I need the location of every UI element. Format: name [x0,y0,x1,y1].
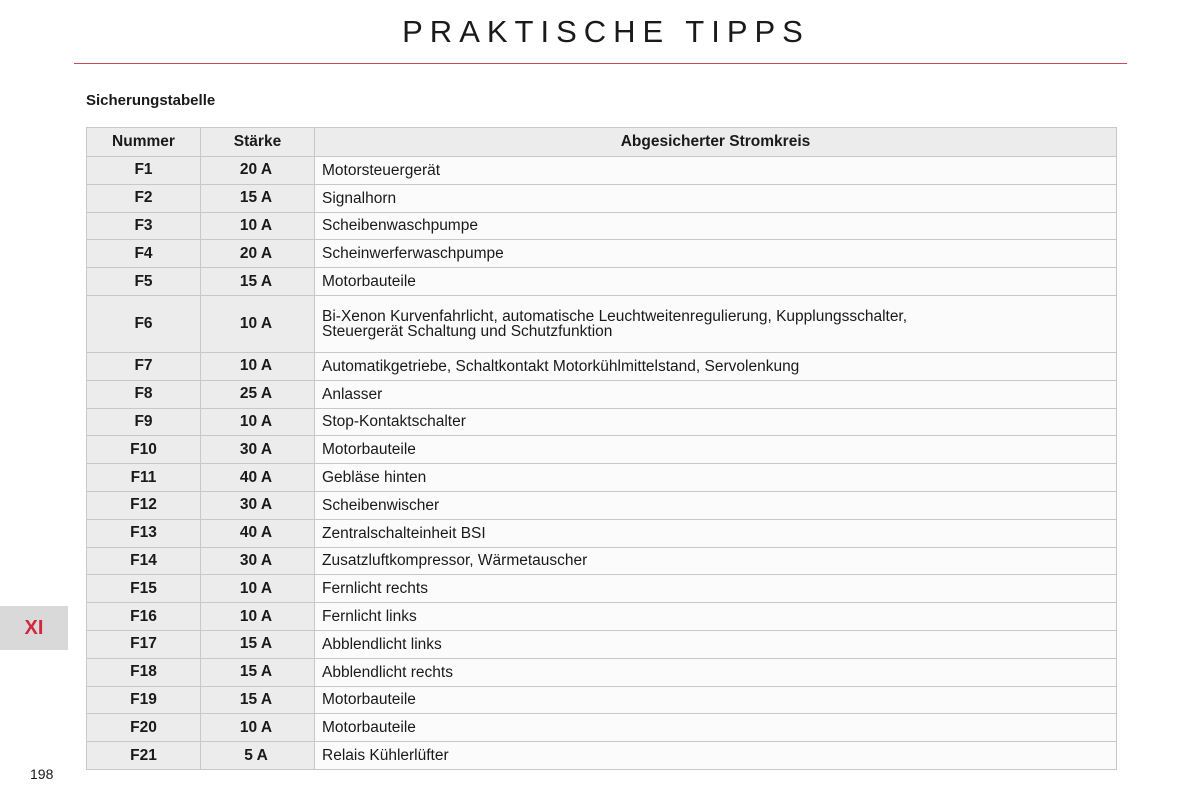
fuse-circuit: Fernlicht links [315,603,1117,631]
fuse-number: F2 [87,184,201,212]
fuse-number: F16 [87,603,201,631]
fuse-circuit-line-1: Bi-Xenon Kurvenfahrlicht, automatische Leuchtweitenregulierung, Kupplungsschalter, [322,307,908,325]
fuse-number: F7 [87,352,201,380]
table-row [87,686,1117,714]
table-row [87,547,1117,575]
fuse-rating: 15 A [201,184,315,212]
fuse-number: F8 [87,380,201,408]
fuse-circuit: Anlasser [315,380,1117,408]
fuse-number: F12 [87,491,201,519]
fuse-rating: 5 A [201,742,315,770]
fuse-rating: 10 A [201,295,315,352]
fuse-number: F15 [87,575,201,603]
table-row [87,464,1117,492]
table-row [87,295,1117,352]
fuse-rating: 40 A [201,464,315,492]
fuse-rating: 15 A [201,686,315,714]
header-divider [74,63,1127,64]
fuse-circuit: Motorbauteile [315,686,1117,714]
fuse-number: F19 [87,686,201,714]
table-row [87,408,1117,436]
chapter-tab [0,606,68,650]
fuse-circuit: Scheibenwaschpumpe [315,212,1117,240]
table-header-row [87,128,1117,157]
table-row [87,630,1117,658]
column-header-stromkreis: Abgesicherter Stromkreis [315,128,1117,157]
fuse-circuit: Fernlicht rechts [315,575,1117,603]
fuse-rating: 20 A [201,157,315,185]
fuse-rating: 15 A [201,630,315,658]
fuse-circuit: Zentralschalteinheit BSI [315,519,1117,547]
fuse-number: F10 [87,436,201,464]
fuse-circuit [315,295,1117,352]
fuse-circuit: Automatikgetriebe, Schaltkontakt Motorkühlmittelstand, Servolenkung [315,352,1117,380]
table-row [87,212,1117,240]
table-row [87,380,1117,408]
table-row [87,658,1117,686]
fuse-number: F4 [87,240,201,268]
fuse-rating: 15 A [201,658,315,686]
table-row [87,603,1117,631]
table-row [87,491,1117,519]
fuse-circuit: Zusatzluftkompressor, Wärmetauscher [315,547,1117,575]
fuse-circuit: Abblendlicht links [315,630,1117,658]
page-title: PRAKTISCHE TIPPS [402,14,810,49]
table-row [87,157,1117,185]
table-row [87,240,1117,268]
fuse-number: F11 [87,464,201,492]
table-row [87,352,1117,380]
fuse-number: F17 [87,630,201,658]
fuse-circuit: Scheinwerferwaschpumpe [315,240,1117,268]
fuse-circuit: Abblendlicht rechts [315,658,1117,686]
table-row [87,742,1117,770]
fuse-number: F5 [87,268,201,296]
fuse-rating: 10 A [201,714,315,742]
fuse-rating: 30 A [201,491,315,519]
fuse-rating: 40 A [201,519,315,547]
fuse-circuit: Motorbauteile [315,268,1117,296]
section-title: Sicherungstabelle [86,92,216,109]
fuse-circuit: Motorsteuergerät [315,157,1117,185]
page-number: 198 [30,766,54,782]
fuse-rating: 10 A [201,575,315,603]
fuse-circuit: Stop-Kontaktschalter [315,408,1117,436]
table-row [87,436,1117,464]
fuse-number: F18 [87,658,201,686]
fuse-rating: 25 A [201,380,315,408]
fuse-number: F21 [87,742,201,770]
table-row [87,575,1117,603]
column-header-nummer: Nummer [87,128,201,157]
fuse-rating: 30 A [201,547,315,575]
fuse-circuit-line-2: Steuergerät Schaltung und Schutzfunktion [322,322,613,340]
table-row [87,184,1117,212]
fuse-number: F6 [87,295,201,352]
fuse-circuit: Relais Kühlerlüfter [315,742,1117,770]
fuse-rating: 30 A [201,436,315,464]
chapter-label: XI [24,616,44,639]
fuse-rating: 10 A [201,408,315,436]
fuse-rating: 15 A [201,268,315,296]
fuse-number: F14 [87,547,201,575]
fuse-circuit: Signalhorn [315,184,1117,212]
table-row [87,714,1117,742]
column-header-staerke: Stärke [201,128,315,157]
fuse-number: F20 [87,714,201,742]
fuse-table [86,127,1117,770]
fuse-circuit: Scheibenwischer [315,491,1117,519]
fuse-number: F3 [87,212,201,240]
fuse-circuit: Gebläse hinten [315,464,1117,492]
fuse-circuit: Motorbauteile [315,714,1117,742]
fuse-rating: 10 A [201,603,315,631]
fuse-number: F9 [87,408,201,436]
fuse-rating: 10 A [201,212,315,240]
fuse-number: F1 [87,157,201,185]
fuse-rating: 10 A [201,352,315,380]
fuse-rating: 20 A [201,240,315,268]
table-row [87,268,1117,296]
fuse-number: F13 [87,519,201,547]
table-row [87,519,1117,547]
fuse-circuit: Motorbauteile [315,436,1117,464]
